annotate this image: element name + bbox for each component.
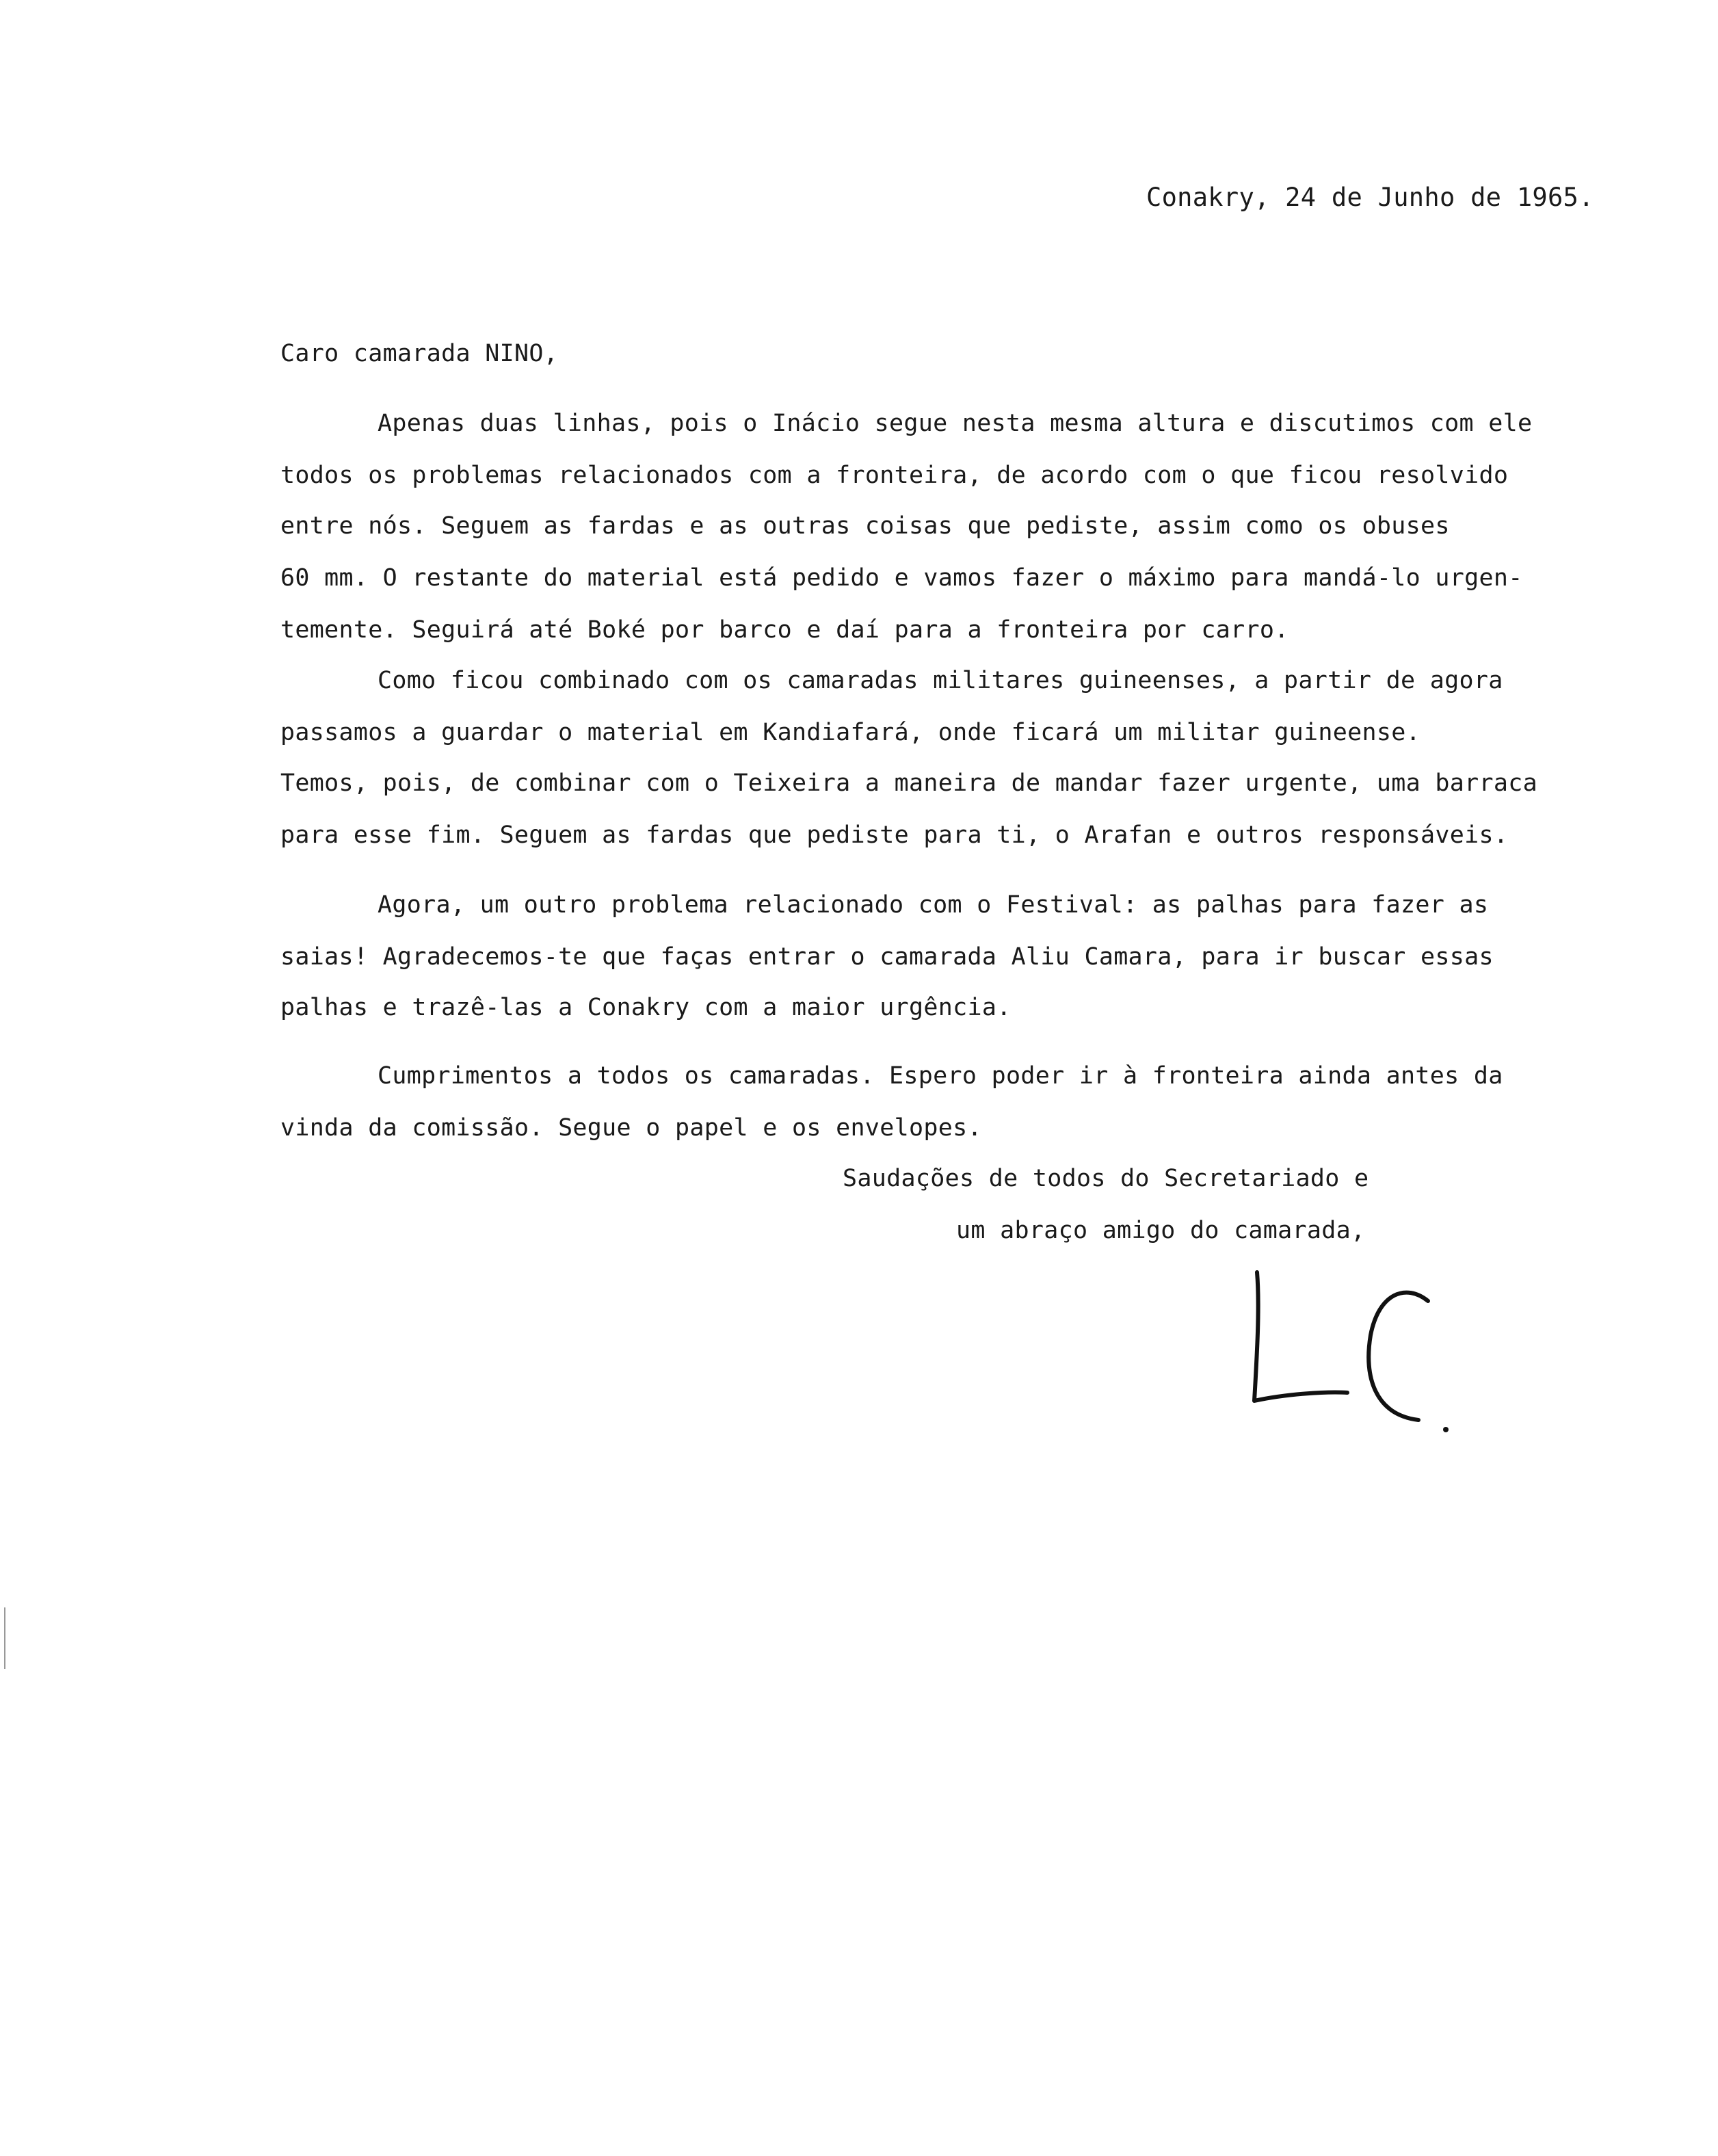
signature-drawing xyxy=(1245,1259,1464,1450)
salutation: Caro camarada NINO, xyxy=(280,340,559,367)
body-line: palhas e trazê-las a Conakry com a maior urgência. xyxy=(280,994,1012,1021)
closing-line: Saudações de todos do Secretariado e xyxy=(843,1165,1369,1192)
body-line: entre nós. Seguem as fardas e as outras coisas que pediste, assim como os obuses xyxy=(280,512,1450,540)
body-line: vinda da comissão. Segue o papel e os envelopes. xyxy=(280,1114,982,1142)
body-line: temente. Seguirá até Boké por barco e daí para a fronteira por carro. xyxy=(280,616,1289,644)
body-line: Como ficou combinado com os camaradas militares guineenses, a partir de agora xyxy=(378,667,1503,694)
body-line: 60 mm. O restante do material está pedido e vamos fazer o máximo para mandá-lo urgen- xyxy=(280,564,1523,592)
closing-line: um abraço amigo do camarada, xyxy=(956,1217,1366,1244)
body-line: passamos a guardar o material em Kandiafará, onde ficará um militar guineense. xyxy=(280,719,1420,746)
handwritten-signature xyxy=(1245,1259,1464,1450)
scan-edge-mark xyxy=(3,1607,7,1669)
body-line: saias! Agradecemos-te que faças entrar o camarada Aliu Camara, para ir buscar essas xyxy=(280,943,1494,971)
body-line: Temos, pois, de combinar com o Teixeira a maneira de mandar fazer urgente, uma barraca xyxy=(280,770,1537,797)
body-line: Cumprimentos a todos os camaradas. Espero poder ir à fronteira ainda antes da xyxy=(378,1062,1503,1090)
letter-date: Conakry, 24 de Junho de 1965. xyxy=(1146,183,1594,212)
body-line: Agora, um outro problema relacionado com o Festival: as palhas para fazer as xyxy=(378,891,1489,919)
body-line: todos os problemas relacionados com a fronteira, de acordo com o que ficou resolvido xyxy=(280,462,1509,489)
body-line: Apenas duas linhas, pois o Inácio segue nesta mesma altura e discutimos com ele xyxy=(378,410,1533,437)
body-line: para esse fim. Seguem as fardas que pediste para ti, o Arafan e outros responsáveis. xyxy=(280,821,1509,849)
